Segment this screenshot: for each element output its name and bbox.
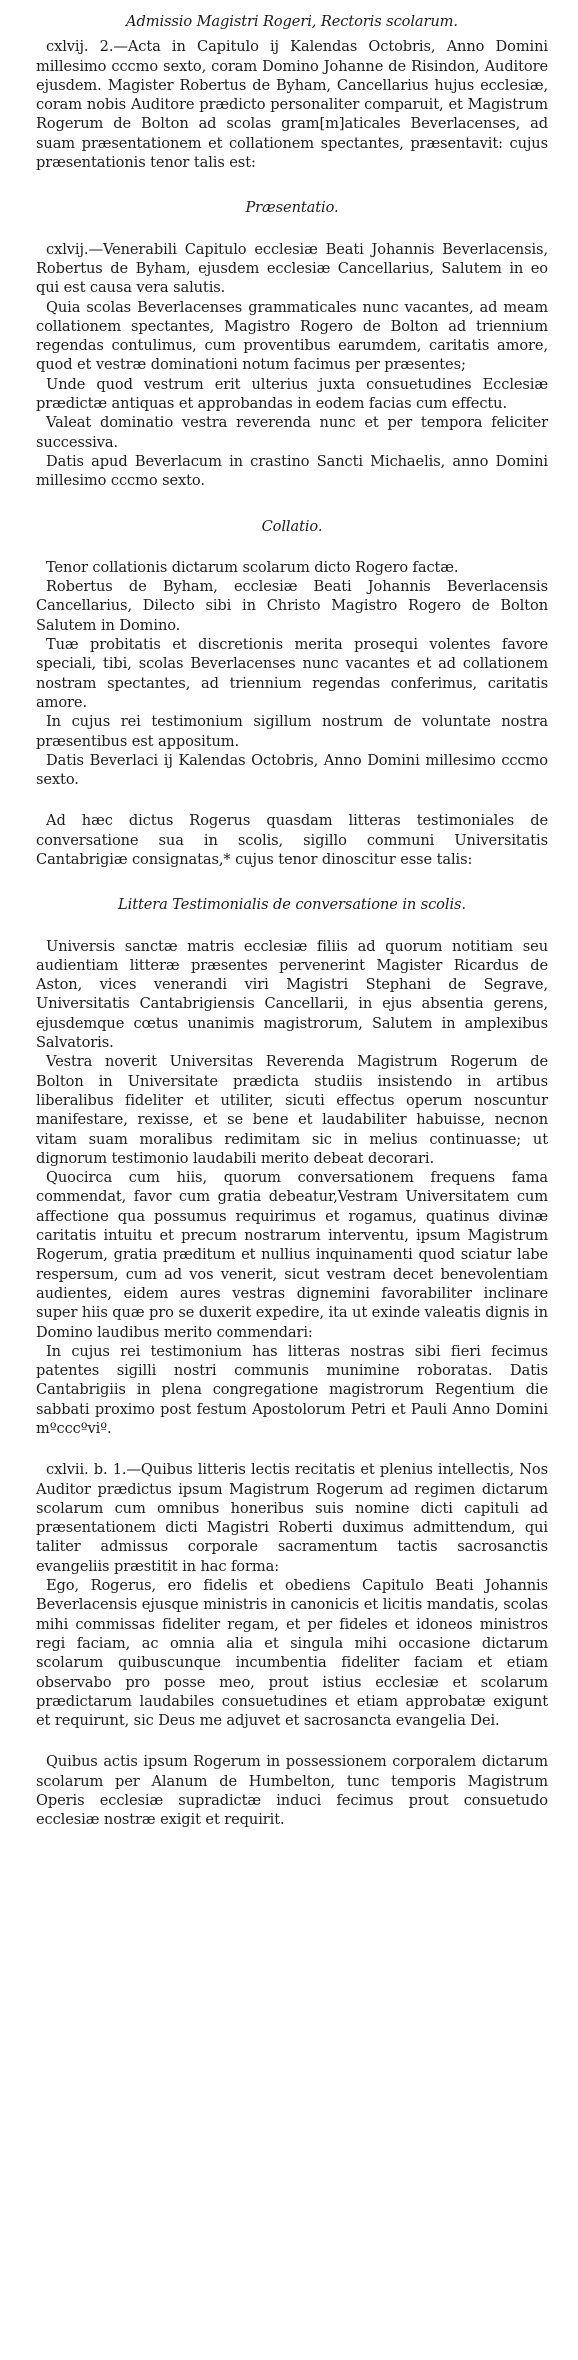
collatio-paragraph: Datis Beverlaci ij Kalendas Octobris, Anno Domini millesimo cccmo sexto.	[36, 751, 548, 789]
praesentatio-heading: Præsentatio.	[245, 199, 339, 217]
intro-paragraph: cxlvij. 2.—Acta in Capitulo ij Kalendas Octobris, Anno Domini millesimo cccmo sexto, coram Domino Johanne de Risindon, Auditore ejusdem. Magister Robertus de Byham, Cancellarius hujus ecclesiæ, coram nobis Auditore prædicto personaliter comparuit, et Magistrum Rogerum de Bolton ad scolas gram[m]aticales Beverlacenses, ad suam præsentationem et collationem spectantes, præsentavit: cujus præsentationis tenor talis est:	[36, 38, 548, 172]
praesentatio-paragraph: cxlvij.—Venerabili Capitulo ecclesiæ Beati Johannis Beverlacensis, Robertus de Byham, ejusdem ecclesiæ Cancellarius, Salutem in eo qui est causa vera salutis.	[36, 240, 548, 297]
oath-paragraph: Ego, Rogerus, ero fidelis et obediens Capitulo Beati Johannis Beverlacensis ejusque ministris in canonicis et licitis mandatis, scolas mihi commissas fideliter regam, et per fideles et idoneos ministros regi faciam, ac omnia alia et singula mihi occasione dictarum scolarum quibuscunque incumbentia fideliter faciam et etiam observabo pro posse meo, prout istius ecclesiæ et scolarum prædictarum laudabiles consuetudines et etiam approbatæ exigunt et requirunt, sic Deus me adjuvet et sacrosancta evangelia Dei.	[36, 1577, 548, 1730]
page-title: Admissio Magistri Rogeri, Rectoris scolarum.	[126, 13, 458, 30]
littera-paragraph: Vestra noverit Universitas Reverenda Magistrum Rogerum de Bolton in Universitate prædicta studiis insistendo in artibus liberalibus fideliter et utiliter, sicuti effectus operum noscuntur manifestare, rexisse, et se bene et laudabiliter habuisse, necnon vitam suam moralibus redimitam sic in melius continuasse; ut dignorum testimonio laudabili merito debeat decorari.	[36, 1053, 548, 1167]
final-paragraph: Quibus actis ipsum Rogerum in possessionem corporalem dictarum scolarum per Alanum de Humbelton, tunc temporis Magistrum Operis ecclesiæ supradictæ induci fecimus prout consuetudo ecclesiæ nostræ exigit et requirit.	[36, 1753, 548, 1829]
littera-paragraph: Quocirca cum hiis, quorum conversationem frequens fama commendat, favor cum gratia debeatur,Vestram Universitatem cum affectione qua possumus requirimus et rogamus, quatinus divinæ caritatis intuitu et precum nostrarum interventu, ipsum Magistrum Rogerum, gratia præditum et nullius inquinamenti quod sciatur labe respersum, cum ad vos venerit, sicut vestram decet benevolentiam audientes, eidem aures vestras dignemini favorabiliter inclinare super hiis quæ pro se duxerit expedire, ita ut exinde valeatis dignis in Domino laudibus merito commendari:	[36, 1169, 548, 1341]
praesentatio-paragraph: Datis apud Beverlacum in crastino Sancti Michaelis, anno Domini millesimo cccmo sexto.	[36, 452, 548, 490]
collatio-paragraph: Robertus de Byham, ecclesiæ Beati Johannis Beverlacensis Cancellarius, Dilecto sibi in Christo Magistro Rogero de Bolton Salutem in Domino.	[36, 578, 548, 634]
collatio-paragraph: Tuæ probitatis et discretionis merita prosequi volentes favore speciali, tibi, scolas Beverlacenses nunc vacantes et ad collationem nostram spectantes, ad triennium regendas conferimus, caritatis amore.	[36, 636, 548, 711]
collatio-paragraph: In cujus rei testimonium sigillum nostrum de voluntate nostra præsentibus est appositum.	[36, 713, 548, 750]
oath-paragraph: cxlvii. b. 1.—Quibus litteris lectis recitatis et plenius intellectis, Nos Auditor prædictus ipsum Magistrum Rogerum ad regimen dictarum scolarum cum omnibus honeribus suis nomine dicti capituli ad præsentationem dicti Magistri Roberti duximus admittendum, qui taliter admissus corporale sacramentum tactis sacrosanctis evangeliis præstitit in hac forma:	[36, 1461, 548, 1575]
littera-paragraph: Universis sanctæ matris ecclesiæ filiis ad quorum notitiam seu audientiam litteræ præsentes pervenerint Magister Ricardus de Aston, vices venerandi viri Magistri Stephani de Segrave, Universitatis Cantabrigiensis Cancellarii, in ejus absentia gerens, ejusdemque cœtus unanimis magistrorum, Salutem in amplexibus Salvatoris.	[36, 937, 548, 1052]
collatio-heading: Collatio.	[261, 517, 323, 535]
bridge-paragraph: Ad hæc dictus Rogerus quasdam litteras testimoniales de conversatione sua in scolis, sigillo communi Universitatis Cantabrigiæ consignatas,* cujus tenor dinoscitur esse talis:	[36, 812, 548, 868]
littera-heading: Littera Testimonialis de conversatione in scolis.	[118, 896, 466, 914]
littera-paragraph: In cujus rei testimonium has litteras nostras sibi fieri fecimus patentes sigilli nostri communis munimine roboratas. Datis Cantabrigiis in plena congregatione magistrorum Regentium die sabbati proximo post festum Apostolorum Petri et Pauli Anno Domini mºcccºviº.	[36, 1342, 548, 1437]
praesentatio-paragraph: Quia scolas Beverlacenses grammaticales nunc vacantes, ad meam collationem spectantes, Magistro Rogero de Bolton ad triennium regendas contulimus, cum proventibus earumdem, caritatis amore, quod et vestræ dominationi notum facimus per præsentes;	[36, 298, 548, 374]
collatio-paragraph: Tenor collationis dictarum scolarum dicto Rogero factæ.	[46, 558, 459, 576]
praesentatio-paragraph: Valeat dominatio vestra reverenda nunc et per tempora feliciter successiva.	[36, 414, 548, 451]
praesentatio-paragraph: Unde quod vestrum erit ulterius juxta consuetudines Ecclesiæ prædictæ antiquas et approbandas in eodem facias cum effectu.	[36, 375, 548, 413]
